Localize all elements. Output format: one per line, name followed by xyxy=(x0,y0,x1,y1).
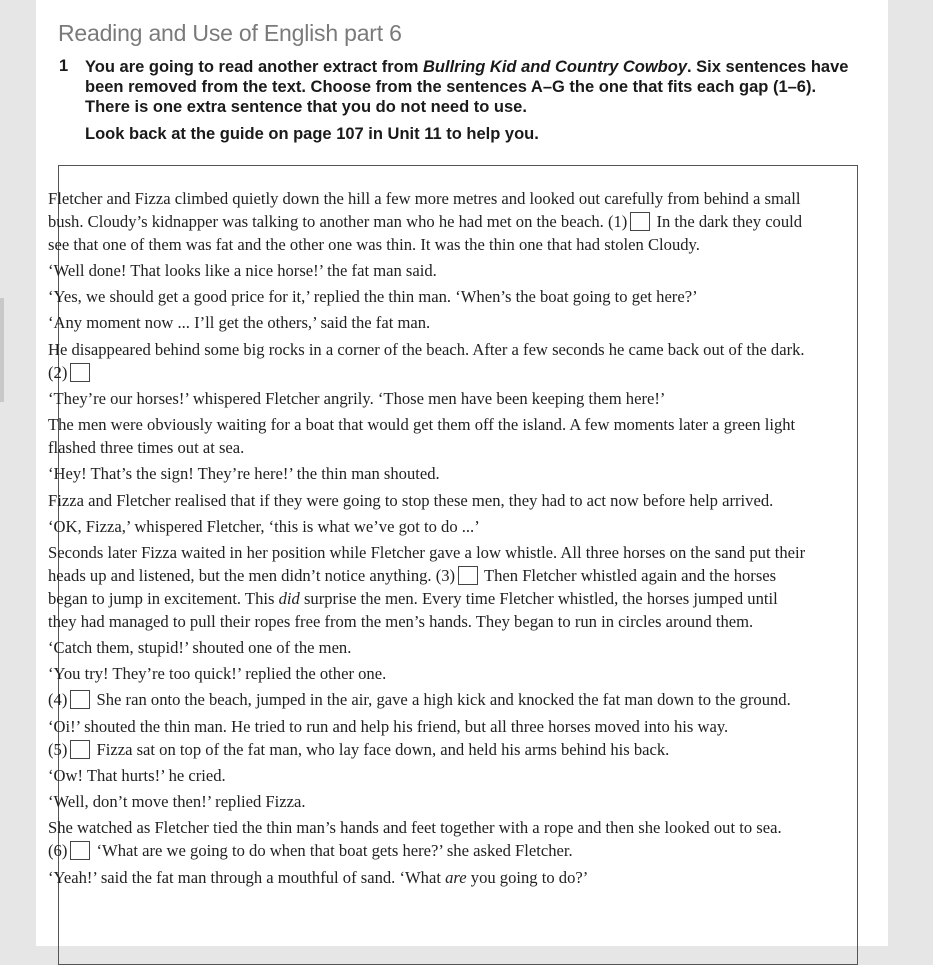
page-edge-shadow xyxy=(0,298,4,402)
answer-gap-3[interactable] xyxy=(458,566,478,585)
paragraph: ‘Well done! That looks like a nice horse!’ the fat man said. xyxy=(48,260,437,280)
paragraph: Seconds later Fizza waited in her position while Fletcher gave a low whistle. All three horses on the sand put their heads up and listened, but the men didn’t notice anything. (3) Then Fletcher whistled again and the horses began to jump in excitement. This did surprise the men. Every time Fletcher whistled, the horses jumped until they had managed to pull their ropes free from the men’s hands. They began to run in circles around them. xyxy=(48,543,806,631)
paragraph: He disappeared behind some big rocks in a corner of the beach. After a few seconds he came back out of the dark. (2) xyxy=(48,339,805,382)
paragraph: Fizza and Fletcher realised that if they were going to stop these men, they had to act now before help arrived. xyxy=(48,490,774,510)
paragraph: (4) She ran onto the beach, jumped in the air, gave a high kick and knocked the fat man down to the ground. xyxy=(48,690,791,710)
paragraph: Fletcher and Fizza climbed quietly down the hill a few more metres and looked out carefully from behind a small bush. Cloudy’s kidnapper was talking to another man who he had met on the beach. (1) In the dark they could see that one of them was fat and the other one was thin. It was the thin one that had stolen Cloudy. xyxy=(48,189,803,254)
paragraph: ‘Oi!’ shouted the thin man. He tried to run and help his friend, but all three horses moved into his way. (5) Fizza sat on top of the fat man, who lay face down, and held his arms behind his back. xyxy=(48,716,729,759)
answer-gap-6[interactable] xyxy=(70,841,90,860)
paragraph: ‘Yes, we should get a good price for it,’ replied the thin man. ‘When’s the boat going to get here?’ xyxy=(48,287,698,307)
paragraph: ‘Yeah!’ said the fat man through a mouthful of sand. ‘What are you going to do?’ xyxy=(48,867,589,887)
extract-text xyxy=(48,188,808,893)
answer-gap-2[interactable] xyxy=(70,363,90,382)
answer-gap-5[interactable] xyxy=(70,740,90,759)
answer-gap-1[interactable] xyxy=(630,212,650,231)
paragraph: ‘Any moment now ... I’ll get the others,’ said the fat man. xyxy=(48,313,431,333)
section-heading: Reading and Use of English part 6 xyxy=(58,20,402,46)
paragraph: ‘Well, don’t move then!’ replied Fizza. xyxy=(48,792,306,812)
paragraph: ‘Catch them, stupid!’ shouted one of the men. xyxy=(48,637,352,657)
paragraph: ‘OK, Fizza,’ whispered Fletcher, ‘this is what we’ve got to do ...’ xyxy=(48,516,480,536)
book-title: Bullring Kid and Country Cowboy xyxy=(423,58,687,76)
answer-gap-4[interactable] xyxy=(70,690,90,709)
paragraph: ‘Ow! That hurts!’ he cried. xyxy=(48,765,226,785)
question-instructions: You are going to read another extract from Bullring Kid and Country Cowboy. Six sentences have been removed from the text. Choose from the sentences A–G the one that fits each gap (1–6). There is one extra sentence that you do not need to use. xyxy=(85,58,849,116)
paragraph: ‘Hey! That’s the sign! They’re here!’ the thin man shouted. xyxy=(48,464,440,484)
look-back-note: Look back at the guide on page 107 in Unit 11 to help you. xyxy=(85,125,539,143)
paragraph: ‘You try! They’re too quick!’ replied the other one. xyxy=(48,664,387,684)
question-number: 1 xyxy=(59,57,69,75)
paragraph: The men were obviously waiting for a boat that would get them off the island. A few moments later a green light flashed three times out at sea. xyxy=(48,415,796,457)
paragraph: She watched as Fletcher tied the thin man’s hands and feet together with a rope and then she looked out to sea. (6) ‘What are we going to do when that boat gets here?’ she asked Fletcher. xyxy=(48,818,782,861)
paragraph: ‘They’re our horses!’ whispered Fletcher angrily. ‘Those men have been keeping them here!’ xyxy=(48,388,666,408)
